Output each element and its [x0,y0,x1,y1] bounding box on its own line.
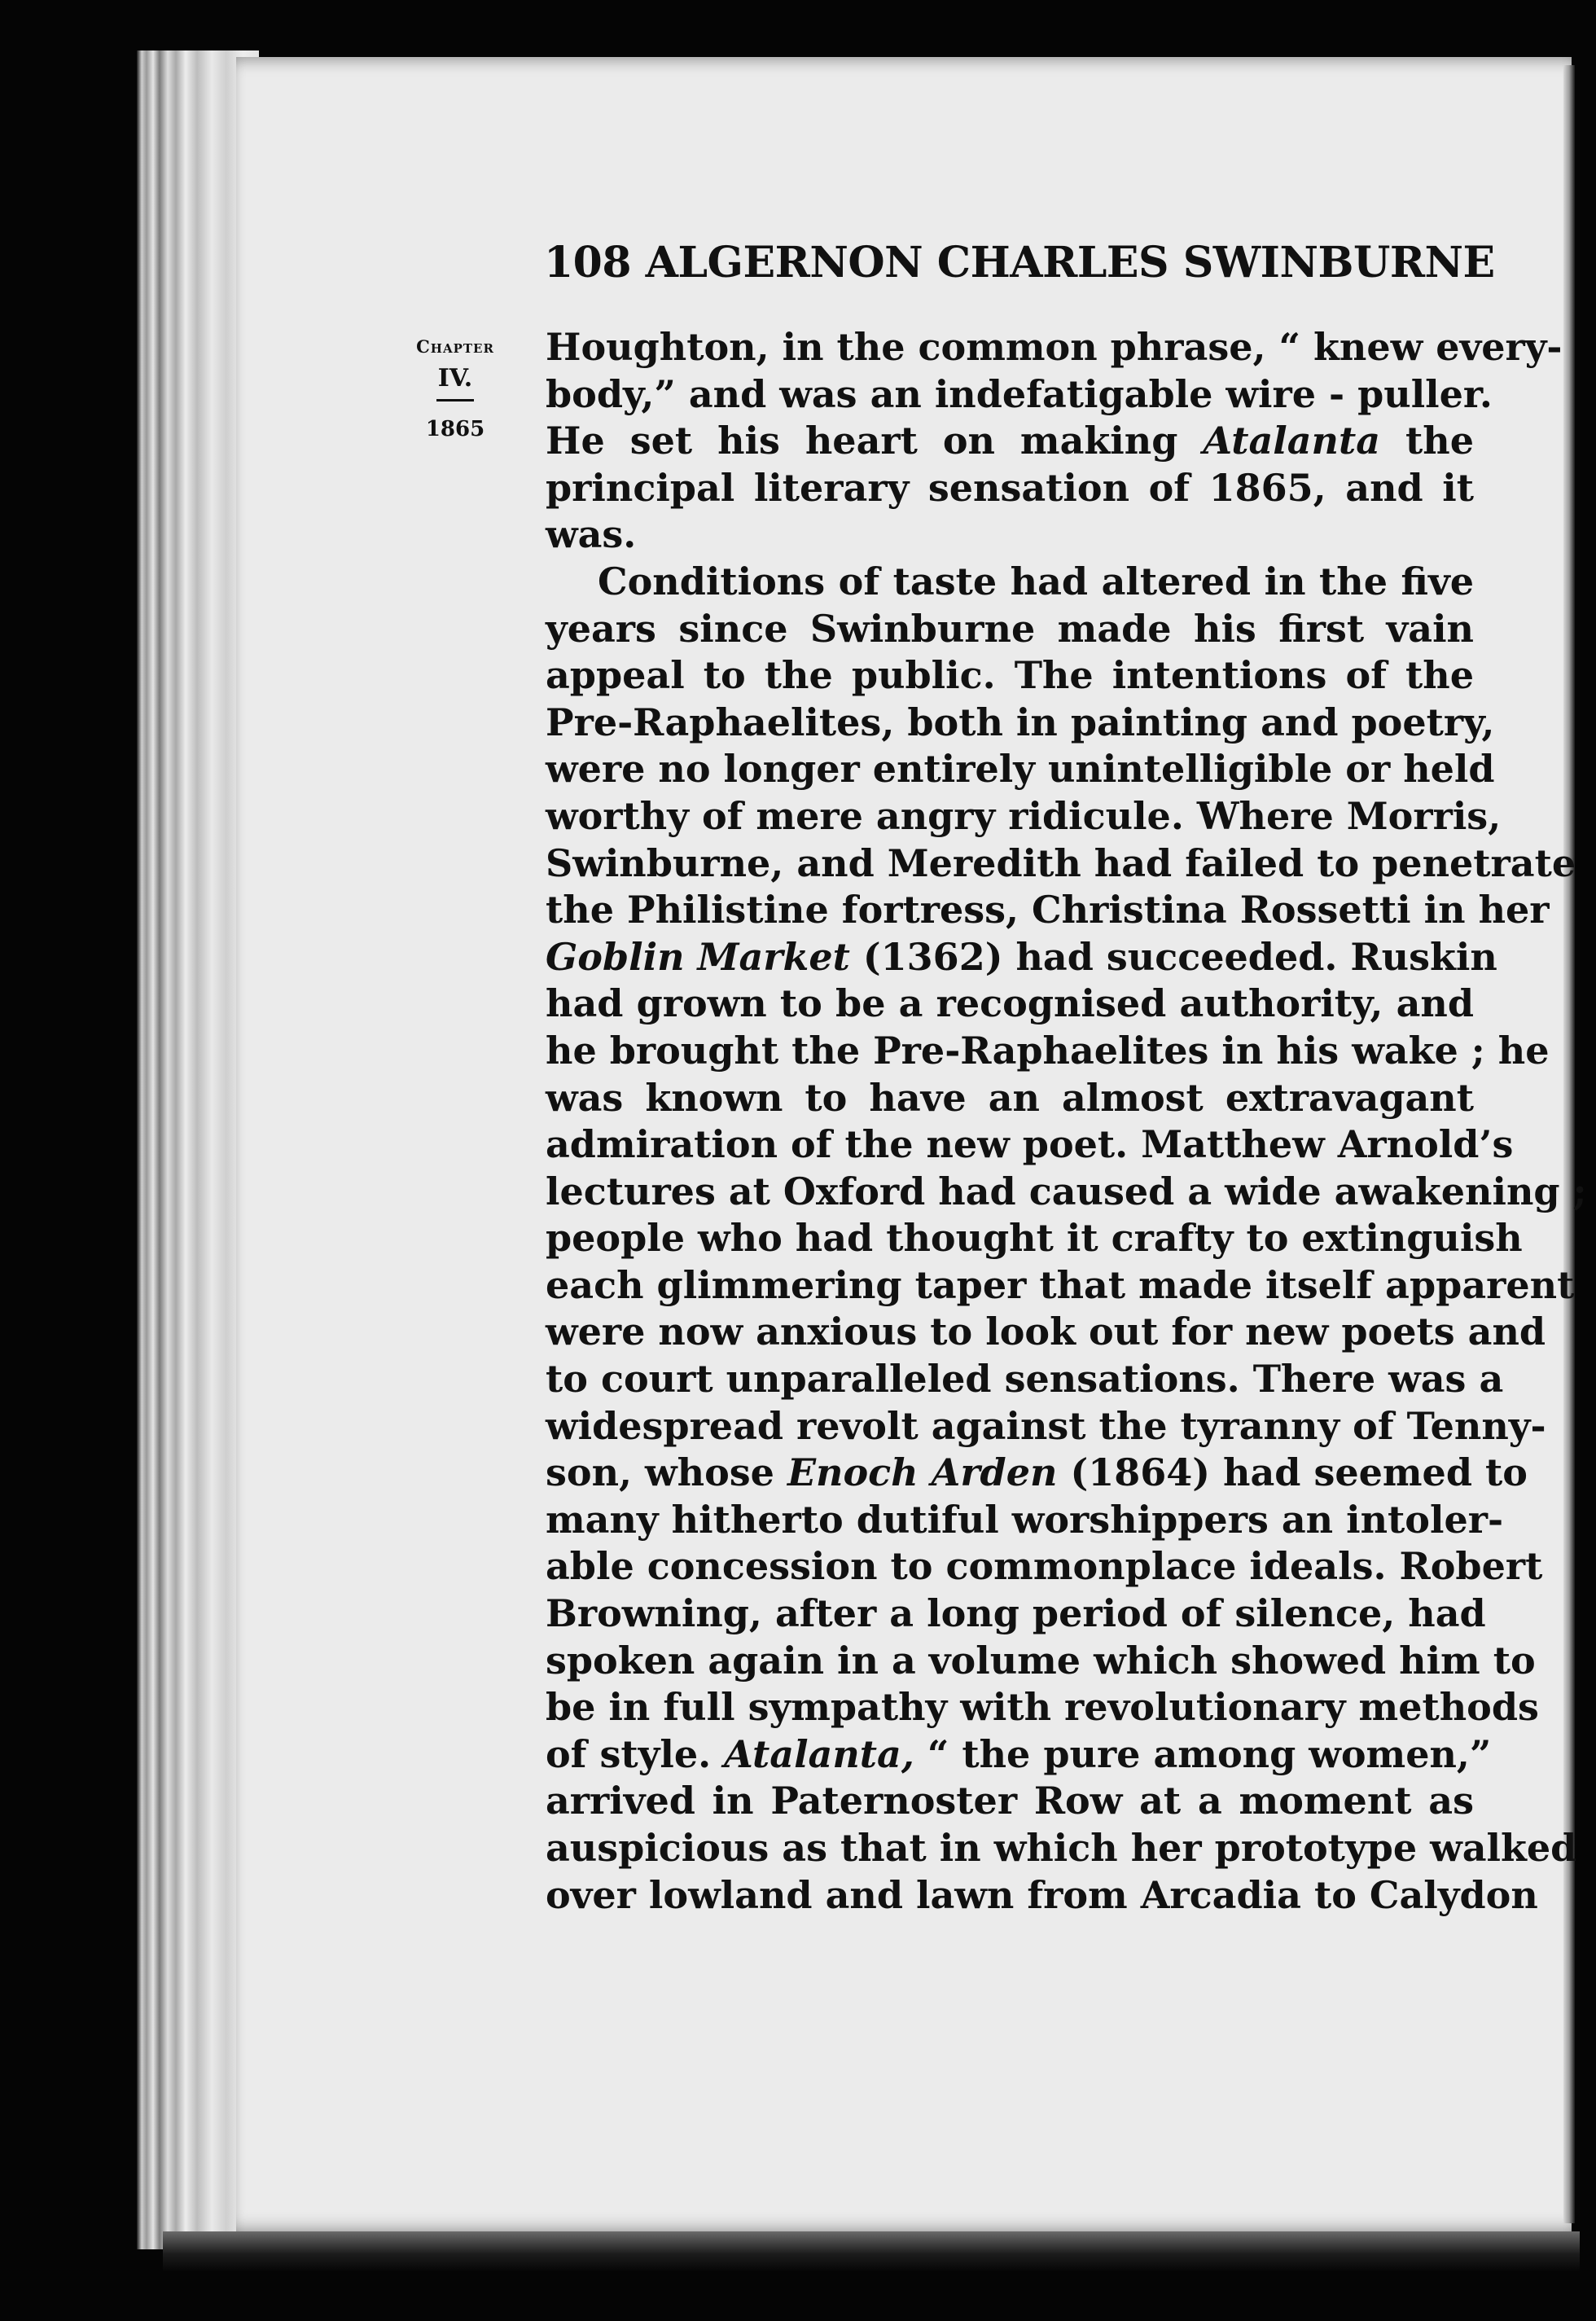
text-run: “ the pure among women,” [914,1731,1492,1776]
italic-title: Goblin Market [546,934,850,979]
margin-chapter-number: IV. [437,364,473,393]
text-run: the [1380,419,1474,463]
text-run: He set his heart on making [546,419,1204,463]
italic-title: Atalanta [1203,419,1381,463]
text-line [546,371,1493,419]
text-line [546,1638,1536,1685]
text-line [546,1778,1474,1825]
text-run: lectures at Oxford had caused a wide awakening ; [546,1169,1587,1213]
text-run: many hitherto dutiful worshippers an intoler- [546,1497,1504,1542]
text-line [546,1731,1492,1779]
text-run: Swinburne, and Meredith had failed to penetrate [546,840,1576,885]
text-line [546,1590,1486,1638]
text-line [546,1543,1543,1590]
text-line [546,1684,1539,1731]
page-right-edge [1563,65,1575,2223]
text-run: arrived in Paternoster Row at a moment as [546,1779,1474,1823]
text-run: was. [546,512,637,557]
text-line [546,606,1474,653]
text-line [546,746,1495,793]
text-line [546,1497,1504,1544]
text-line [546,1262,1575,1310]
text-line [546,1169,1587,1216]
text-run: Conditions of taste had altered in the five [598,559,1474,603]
text-line [546,1450,1528,1497]
text-run: over lowland and lawn from Arcadia to Calydon [546,1872,1538,1917]
text-run: he brought the Pre-Raphaelites in his wake ; he [546,1028,1550,1073]
text-run: to court unparalleled sensations. There was a [546,1357,1504,1402]
text-run: Pre-Raphaelites, both in painting and poetry, [546,700,1495,744]
text-line [546,1075,1474,1122]
text-line [546,652,1474,700]
text-line [546,1215,1523,1262]
text-line [546,887,1550,934]
text-run: spoken again in a volume which showed him to [546,1638,1536,1683]
text-line [546,934,1497,981]
text-line [546,700,1495,747]
text-run: widespread revolt against the tyranny of Tenny- [546,1403,1546,1448]
text-run: son, whose [546,1450,787,1495]
italic-title: Atalanta, [724,1731,914,1776]
text-line [546,1309,1546,1356]
text-line [546,418,1474,465]
page-bottom-shadow [163,2231,1580,2272]
text-line [546,324,1563,371]
text-line [546,1872,1538,1920]
margin-year: 1865 [425,417,485,441]
text-run: were now anxious to look out for new poets and [546,1310,1546,1354]
text-run: (1864) had seemed to [1057,1450,1528,1495]
text-run: each glimmering taper that made itself apparent [546,1262,1575,1307]
text-run: had grown to be a recognised authority, and [546,981,1474,1026]
text-run: people who had thought it crafty to extinguish [546,1216,1523,1261]
text-line [546,559,1474,606]
text-line [546,465,1474,512]
text-run: Browning, after a long period of silence, had [546,1591,1486,1636]
text-run: admiration of the new poet. Matthew Arnold’s [546,1122,1514,1167]
text-run: principal literary sensation of 1865, and it [546,465,1474,510]
text-run: were no longer entirely unintelligible or held [546,747,1495,792]
margin-chapter-label: Chapter [416,336,494,357]
text-run: be in full sympathy with revolutionary methods [546,1685,1539,1730]
text-run: (1362) had succeeded. Ruskin [849,934,1497,979]
text-line [546,1028,1550,1075]
text-run: the Philistine fortress, Christina Rossetti in her [546,888,1550,932]
text-run: was known to have an almost extravagant [546,1075,1474,1120]
text-line [546,1121,1514,1169]
text-run: appeal to the public. The intentions of the [546,653,1474,698]
text-line [546,981,1474,1028]
text-line [546,1403,1546,1450]
text-run: of style. [546,1731,725,1776]
text-run: able concession to commonplace ideals. Robert [546,1544,1543,1589]
text-run: worthy of mere angry ridicule. Where Morris, [546,793,1502,838]
text-line [546,511,1474,559]
text-run: auspicious as that in which her prototype walked [546,1826,1577,1870]
text-line [546,840,1576,888]
text-run: years since Swinburne made his first vain [546,606,1474,651]
text-line [546,1825,1577,1872]
text-run: body,” and was an indefatigable wire - puller. [546,371,1493,416]
margin-rule [436,399,474,401]
text-line [546,793,1502,840]
italic-title: Enoch Arden [787,1450,1058,1495]
text-line [546,1356,1504,1403]
body-text [546,324,1587,1919]
text-run: Houghton, in the common phrase, “ knew every- [546,325,1563,369]
running-head: 108 ALGERNON CHARLES SWINBURNE [544,238,1495,287]
